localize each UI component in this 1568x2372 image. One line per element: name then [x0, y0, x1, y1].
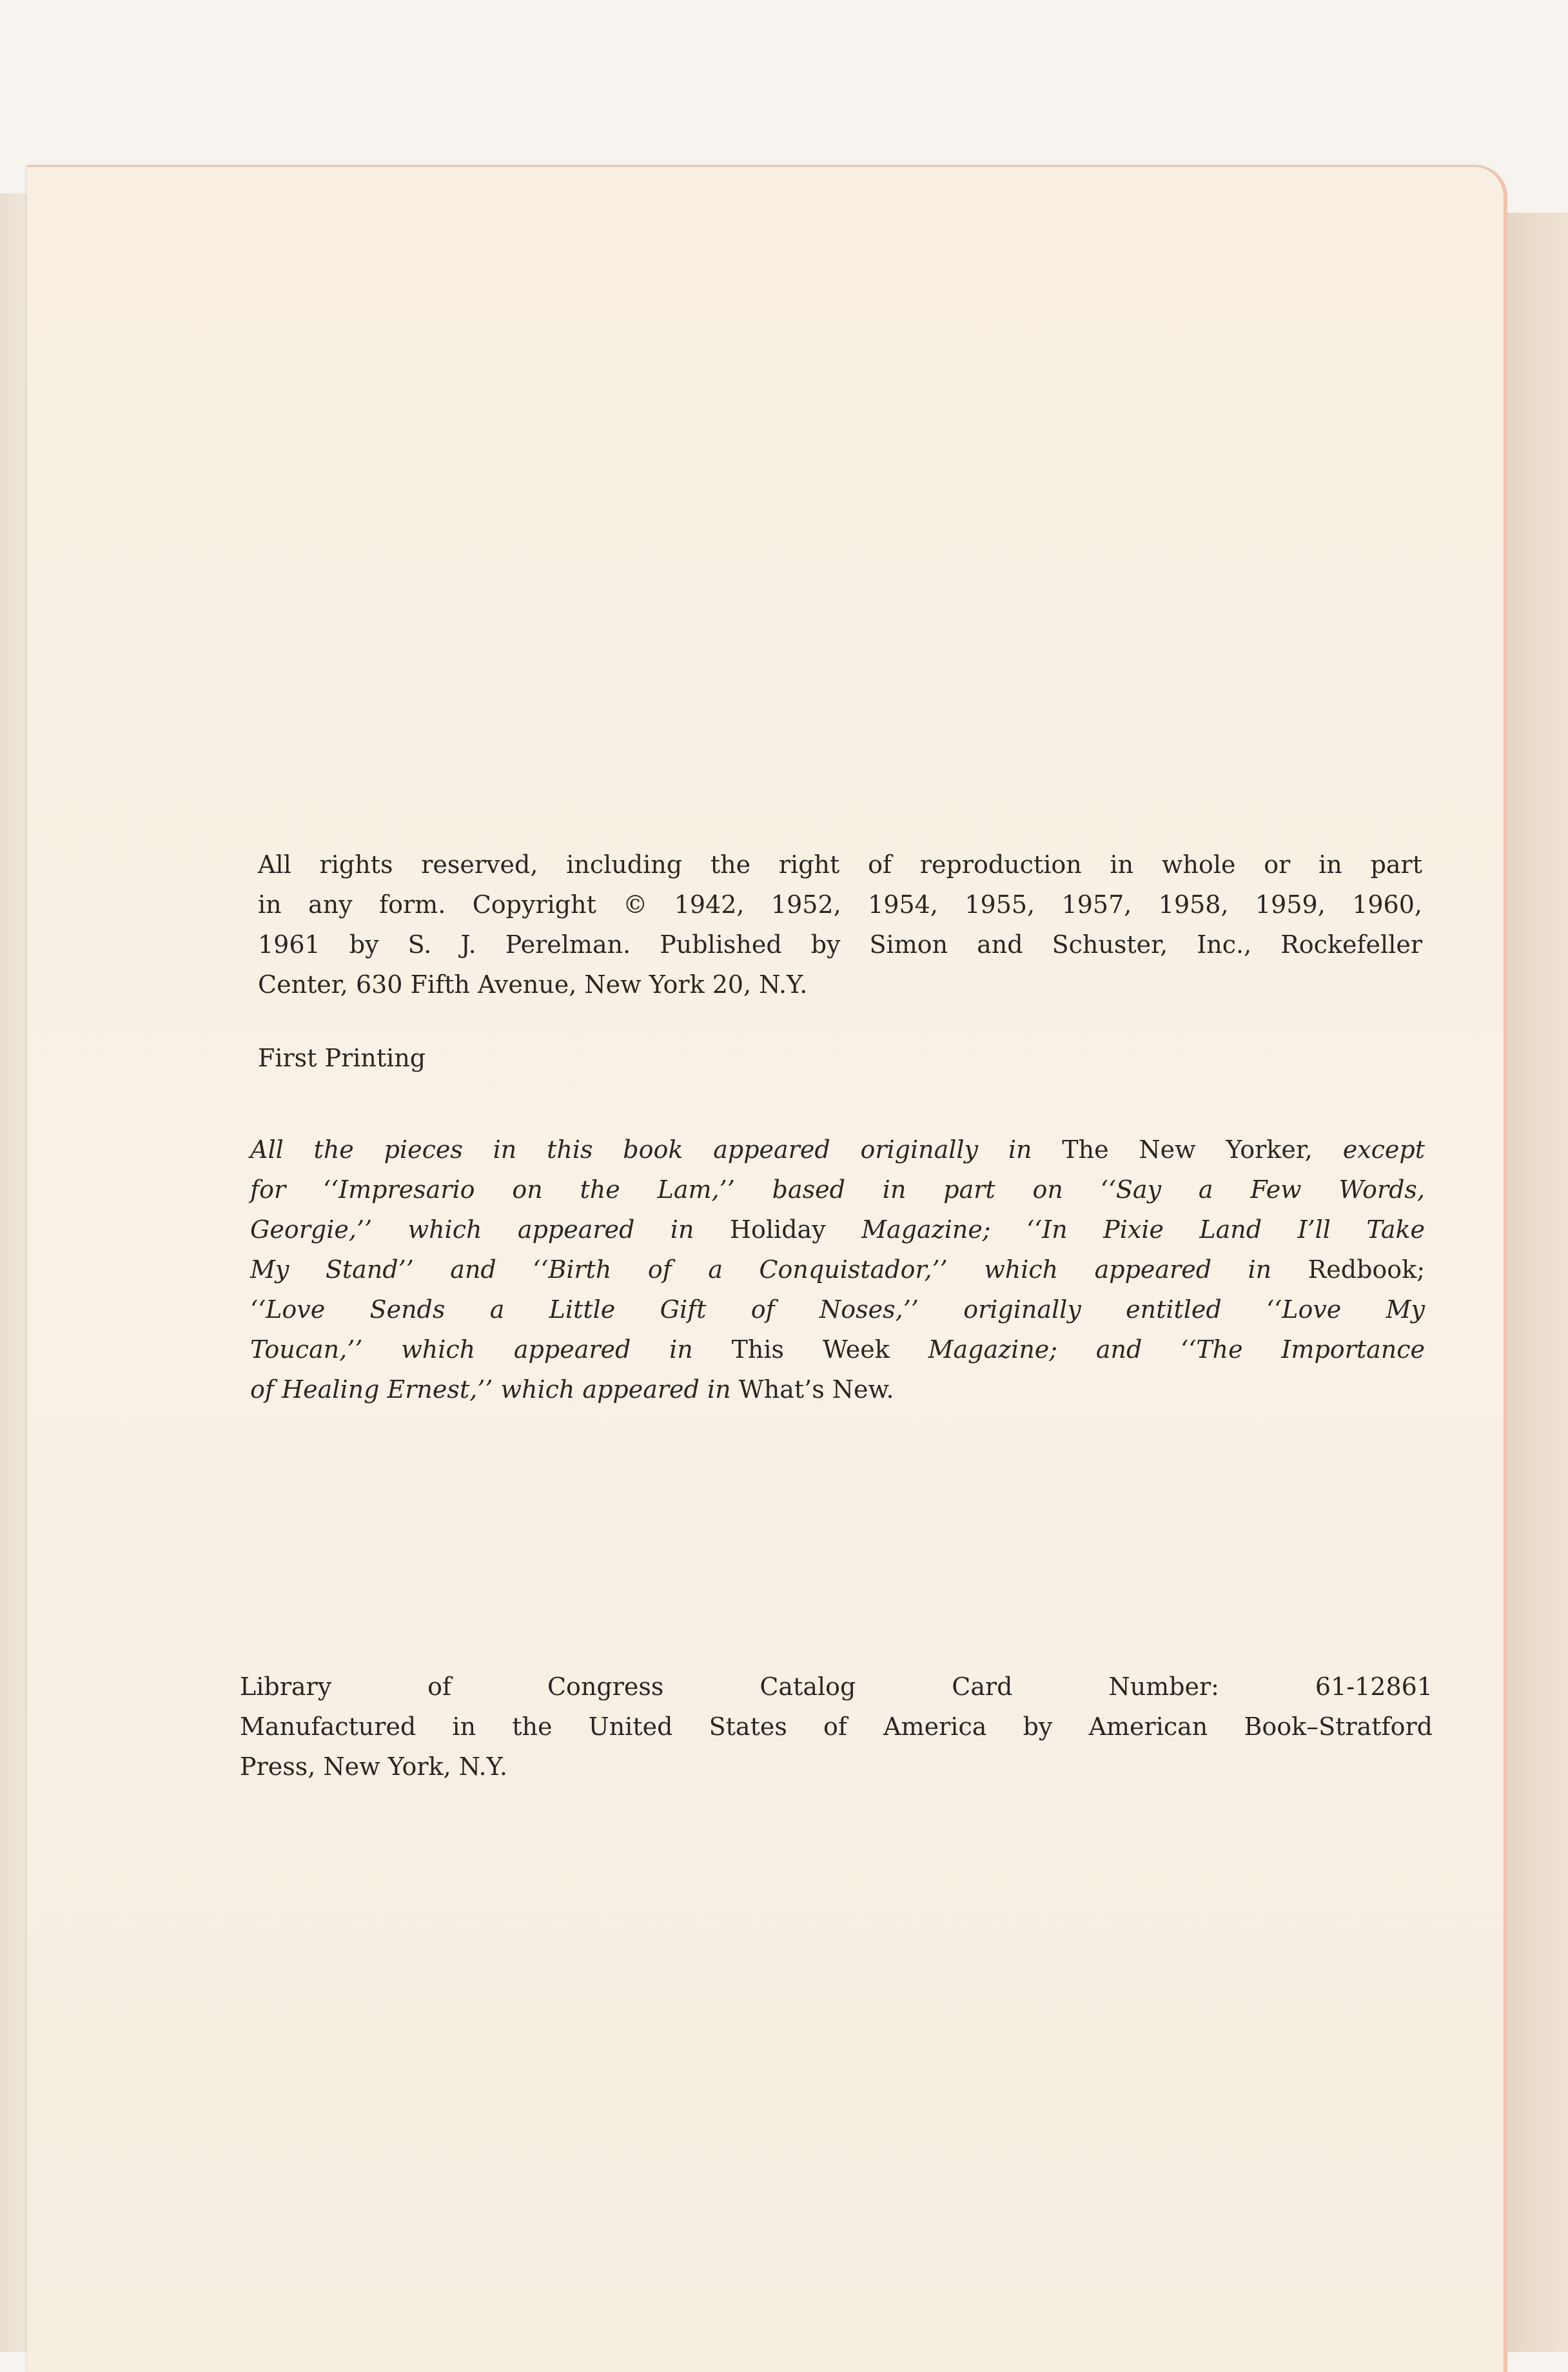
text-segment: Center, 630 Fifth Avenue, New York 20, N.Y.	[258, 970, 808, 999]
text-line	[250, 1369, 1425, 1409]
text-segment: in any form. Copyright © 1942, 1952, 1954, 1955, 1957, 1958, 1959, 1960,	[258, 890, 1422, 919]
text-segment: Magazine; ‘‘In Pixie Land I’ll Take	[861, 1215, 1425, 1244]
text-line	[258, 885, 1422, 925]
text-line	[250, 1170, 1425, 1210]
text-line	[258, 1038, 1422, 1078]
acknowledgments-paragraph	[250, 1130, 1425, 1409]
text-line	[250, 1329, 1425, 1369]
text-segment: 1961 by S. J. Perelman. Published by Simon and Schuster, Inc., Rockefeller	[258, 930, 1422, 959]
text-line	[258, 925, 1422, 965]
text-line	[258, 965, 1422, 1005]
text-line	[258, 845, 1422, 885]
text-segment: Holiday	[729, 1215, 862, 1244]
text-segment: This Week	[731, 1335, 928, 1364]
text-segment: Library of Congress Catalog Card Number: 61-12861	[240, 1672, 1433, 1701]
text-line	[240, 1667, 1433, 1707]
text-line	[250, 1250, 1425, 1289]
text-line	[250, 1210, 1425, 1250]
text-segment: The New Yorker,	[1062, 1135, 1343, 1164]
text-segment: Press, New York, N.Y.	[240, 1752, 507, 1781]
text-line	[240, 1747, 1433, 1787]
text-line	[250, 1130, 1425, 1170]
catalog-paragraph	[240, 1667, 1433, 1787]
text-segment: Georgie,’’ which appeared in	[250, 1215, 730, 1244]
text-segment: Toucan,’’ which appeared in	[250, 1335, 732, 1364]
text-segment: Manufactured in the United States of America by American Book–Stratford	[240, 1712, 1433, 1741]
adjacent-page-edge	[0, 193, 28, 2352]
text-line	[240, 1707, 1433, 1747]
printing-note	[258, 1038, 1422, 1078]
text-segment: except	[1342, 1135, 1425, 1164]
text-segment: for ‘‘Impresario on the Lam,’’ based in part on ‘‘Say a Few Words,	[250, 1175, 1425, 1204]
copyright-paragraph	[258, 845, 1422, 1005]
text-segment: ‘‘Love Sends a Little Gift of Noses,’’ originally entitled ‘‘Love My	[250, 1295, 1425, 1324]
text-segment: First Printing	[258, 1044, 426, 1072]
text-segment: My Stand’’ and ‘‘Birth of a Conquistador,’’ which appeared in	[250, 1255, 1308, 1284]
text-segment: Redbook;	[1308, 1255, 1425, 1284]
text-segment: of Healing Ernest,’’ which appeared in	[250, 1375, 739, 1404]
text-segment: What’s New.	[738, 1375, 894, 1404]
text-segment: All the pieces in this book appeared originally in	[250, 1135, 1063, 1164]
text-line	[250, 1289, 1425, 1329]
text-segment: All rights reserved, including the right of reproduction in whole or in part	[258, 850, 1422, 879]
text-segment: Magazine; and ‘‘The Importance	[928, 1335, 1425, 1364]
